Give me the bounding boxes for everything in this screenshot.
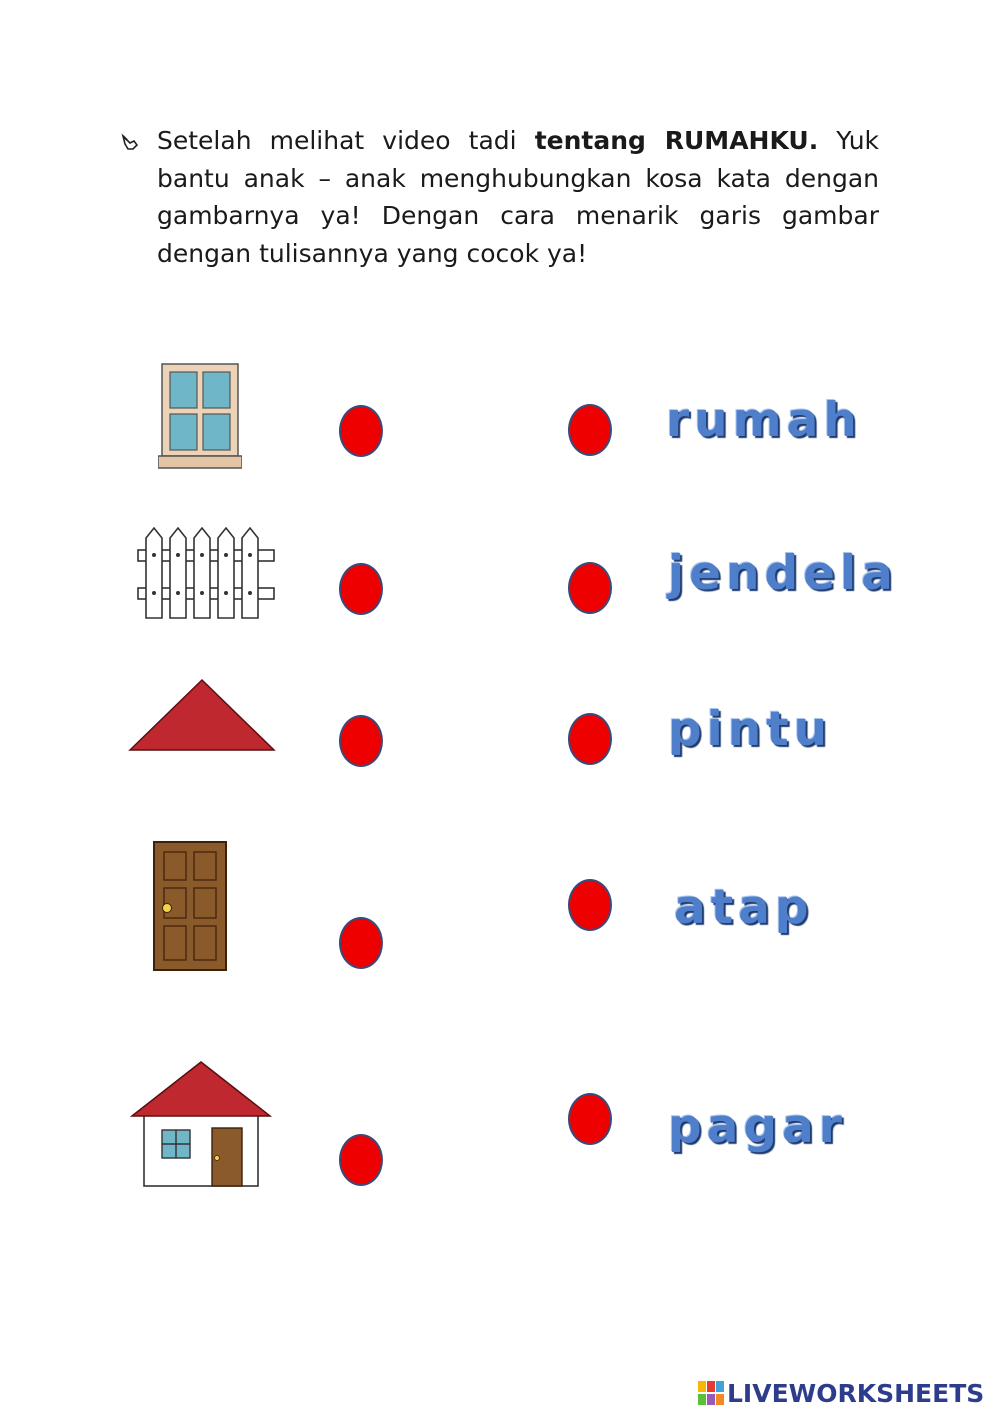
word-dot-1[interactable] [568, 404, 612, 456]
word-atap[interactable]: atap [674, 880, 814, 935]
picture-dot-5[interactable] [339, 1134, 383, 1186]
picture-dot-3[interactable] [339, 715, 383, 767]
word-pagar[interactable]: pagar [668, 1099, 847, 1154]
roof-icon [128, 678, 276, 752]
word-dot-4[interactable] [568, 879, 612, 931]
word-jendela[interactable]: jendela [668, 546, 898, 601]
picture-dot-4[interactable] [339, 917, 383, 969]
word-dot-3[interactable] [568, 713, 612, 765]
liveworksheets-logo [698, 1379, 984, 1407]
door-icon [152, 840, 228, 972]
window-icon [158, 362, 242, 472]
fence-icon [136, 524, 276, 620]
word-pintu[interactable]: pintu [668, 702, 833, 757]
picture-dot-1[interactable] [339, 405, 383, 457]
word-rumah[interactable]: rumah [666, 393, 862, 448]
liveworksheets-brand: LIVEWORKSHEETS [727, 1378, 985, 1408]
word-dot-2[interactable] [568, 562, 612, 614]
liveworksheets-logo-icon [698, 1381, 724, 1405]
pointing-hand-icon [120, 132, 140, 154]
instruction-text: Setelah melihat video tadi tentang RUMAHKU. Yuk bantu anak – anak menghubungkan kosa kata dengan gambarnya ya! Dengan cara menarik garis gambar dengan tulisannya yang cocok ya! [157, 126, 880, 268]
picture-dot-2[interactable] [339, 563, 383, 615]
house-icon [130, 1060, 272, 1188]
word-dot-5[interactable] [568, 1093, 612, 1145]
